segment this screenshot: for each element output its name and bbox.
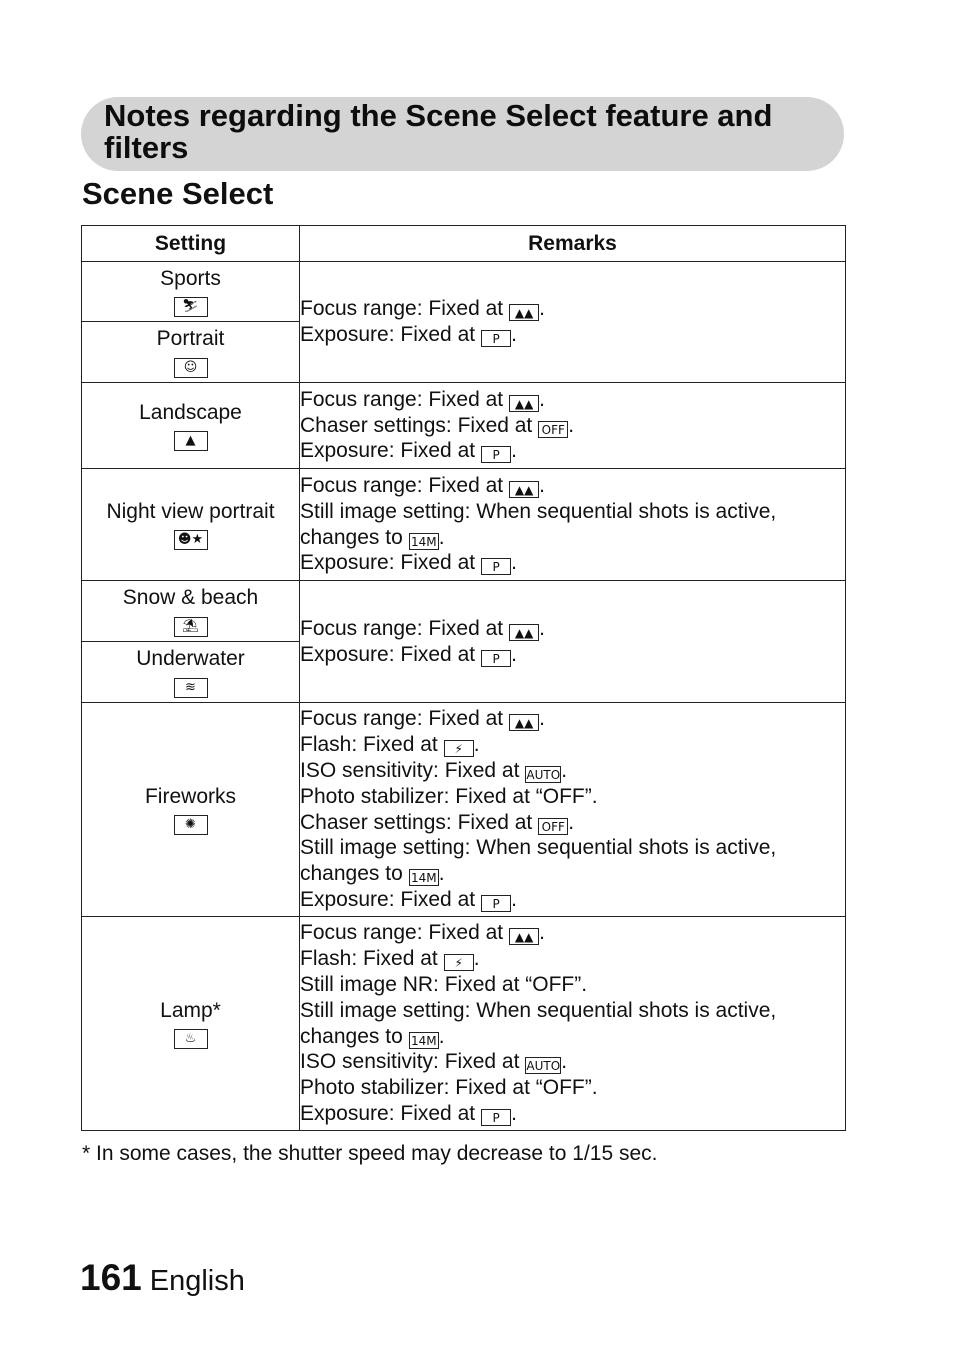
setting-cell xyxy=(82,642,300,703)
remark-line xyxy=(300,887,845,913)
remark-line xyxy=(300,1075,845,1101)
remark-end: . xyxy=(561,1050,568,1074)
remark-text: Photo stabilizer: Fixed at “OFF”. xyxy=(300,1076,598,1100)
off-icon: OFF xyxy=(538,421,568,438)
remark-end: . xyxy=(473,733,480,757)
remark-text: Photo stabilizer: Fixed at “OFF”. xyxy=(300,784,598,808)
snow-beach-icon: ⛱ xyxy=(174,617,208,637)
auto-icon: AUTO xyxy=(526,1059,561,1074)
infinity-focus-icon: ▲▲ xyxy=(509,304,539,321)
setting-name: Sports xyxy=(160,266,221,290)
remark-text: Focus range: Fixed at xyxy=(300,297,504,321)
program-p-icon: P xyxy=(481,1109,511,1126)
header-setting: Setting xyxy=(82,226,300,262)
table-row xyxy=(82,469,846,581)
setting-cell xyxy=(82,581,300,642)
resolution-14m-icon: 14M xyxy=(409,533,439,550)
table-row xyxy=(82,703,846,917)
table-row xyxy=(82,917,846,1131)
remark-line xyxy=(300,387,845,413)
remark-end: . xyxy=(473,947,480,971)
setting-name: Night view portrait xyxy=(106,499,275,523)
off-icon: OFF xyxy=(538,818,568,835)
remark-text: Exposure: Fixed at xyxy=(300,642,476,666)
table-row xyxy=(82,581,846,642)
remark-end: . xyxy=(539,921,545,945)
remark-end: . xyxy=(511,323,517,346)
remark-end: . xyxy=(511,642,517,666)
setting-name: Underwater xyxy=(136,647,245,671)
infinity-focus-icon: ▲▲ xyxy=(509,624,539,641)
remark-line xyxy=(300,473,845,499)
banner-title: Notes regarding the Scene Select feature and filters xyxy=(104,98,773,165)
infinity-focus-icon: ▲▲ xyxy=(509,928,539,945)
remark-line xyxy=(300,616,845,642)
remarks-cell xyxy=(300,469,846,581)
remark-line xyxy=(300,322,845,348)
landscape-icon: ▲ xyxy=(174,431,208,451)
table-row xyxy=(82,383,846,469)
sports-icon: ⛷ xyxy=(174,297,208,317)
setting-cell xyxy=(82,383,300,469)
remark-text: Exposure: Fixed at xyxy=(300,1101,476,1125)
remark-end: . xyxy=(511,551,517,575)
infinity-focus-icon: ▲▲ xyxy=(509,395,539,412)
remark-end: . xyxy=(438,525,445,549)
remark-line xyxy=(300,550,845,576)
remark-line xyxy=(300,758,845,784)
setting-name: Lamp* xyxy=(160,998,221,1022)
remark-line xyxy=(300,525,845,551)
flash-off-icon: ⚡ xyxy=(444,954,474,971)
remark-text: Focus range: Fixed at xyxy=(300,921,504,945)
resolution-14m-icon: 14M xyxy=(409,1032,439,1049)
night-portrait-icon: ☻★ xyxy=(174,530,208,550)
setting-name: Landscape xyxy=(139,400,242,424)
remark-text: Still image setting: When sequential shots is active, xyxy=(300,499,777,523)
program-p-icon: P xyxy=(481,650,511,667)
remarks-cell xyxy=(300,262,846,383)
remark-end: . xyxy=(561,758,568,782)
remark-end: . xyxy=(511,887,517,911)
remark-text: Exposure: Fixed at xyxy=(300,439,476,463)
remark-text: ISO sensitivity: Fixed at xyxy=(300,758,520,782)
remark-text: Exposure: Fixed at xyxy=(300,323,476,346)
remark-text: Flash: Fixed at xyxy=(300,733,438,757)
lamp-icon: ♨ xyxy=(174,1029,208,1049)
remark-line xyxy=(300,946,845,972)
fireworks-icon: ✺ xyxy=(174,815,208,835)
remark-line xyxy=(300,835,845,861)
remark-line xyxy=(300,499,845,525)
flash-off-icon: ⚡ xyxy=(444,740,474,757)
remark-text: Chaser settings: Fixed at xyxy=(300,810,533,834)
remark-line xyxy=(300,296,845,322)
portrait-icon: ☺ xyxy=(174,358,208,378)
page-number: 161 xyxy=(80,1257,142,1298)
section-title: Scene Select xyxy=(82,176,274,211)
page-footer xyxy=(80,1257,245,1299)
remark-end: . xyxy=(438,1024,445,1048)
setting-cell xyxy=(82,917,300,1131)
remark-line xyxy=(300,642,845,668)
setting-cell xyxy=(82,469,300,581)
section-banner xyxy=(81,97,844,171)
remark-line xyxy=(300,998,845,1024)
remarks-cell xyxy=(300,581,846,703)
remark-line xyxy=(300,1049,845,1075)
remark-line xyxy=(300,1024,845,1050)
program-p-icon: P xyxy=(481,330,511,347)
remark-text: Exposure: Fixed at xyxy=(300,887,476,911)
remark-text: Focus range: Fixed at xyxy=(300,616,504,640)
remark-text: Exposure: Fixed at xyxy=(300,551,476,575)
fish-icon: ≋ xyxy=(174,678,208,698)
scene-select-table xyxy=(81,225,846,1131)
remark-line xyxy=(300,1101,845,1127)
remark-end: . xyxy=(568,810,575,834)
setting-cell xyxy=(82,322,300,383)
table-row xyxy=(82,262,846,322)
remark-text: Flash: Fixed at xyxy=(300,947,438,971)
setting-name: Fireworks xyxy=(144,784,236,808)
remark-text: changes to xyxy=(300,1024,403,1048)
remark-end: . xyxy=(539,707,545,731)
remarks-cell xyxy=(300,703,846,917)
resolution-14m-icon: 14M xyxy=(409,869,439,886)
setting-name: Portrait xyxy=(156,327,225,351)
remark-end: . xyxy=(539,297,545,321)
setting-cell xyxy=(82,703,300,917)
remark-text: Focus range: Fixed at xyxy=(300,707,504,731)
remark-text: ISO sensitivity: Fixed at xyxy=(300,1050,520,1074)
remark-text: Focus range: Fixed at xyxy=(300,473,504,497)
remark-text: Still image setting: When sequential shots is active, xyxy=(300,998,777,1022)
program-p-icon: P xyxy=(481,446,511,463)
program-p-icon: P xyxy=(481,558,511,575)
remark-text: Chaser settings: Fixed at xyxy=(300,413,533,437)
auto-icon: AUTO xyxy=(526,767,561,782)
remark-line xyxy=(300,732,845,758)
infinity-focus-icon: ▲▲ xyxy=(509,481,539,498)
remark-line xyxy=(300,810,845,836)
infinity-focus-icon: ▲▲ xyxy=(509,714,539,731)
remark-line xyxy=(300,920,845,946)
setting-cell xyxy=(82,262,300,322)
table-header-row xyxy=(82,226,846,262)
remarks-cell xyxy=(300,917,846,1131)
remark-line xyxy=(300,706,845,732)
remark-end: . xyxy=(568,413,575,437)
remark-line xyxy=(300,784,845,810)
remark-line xyxy=(300,438,845,464)
remark-end: . xyxy=(438,862,445,886)
remark-text: changes to xyxy=(300,862,403,886)
remark-line xyxy=(300,972,845,998)
remark-text: changes to xyxy=(300,525,403,549)
program-p-icon: P xyxy=(481,895,511,912)
remark-line xyxy=(300,861,845,887)
remark-end: . xyxy=(511,1101,517,1125)
remark-end: . xyxy=(539,616,545,640)
remark-end: . xyxy=(539,473,545,497)
remark-end: . xyxy=(539,387,545,411)
setting-name: Snow & beach xyxy=(122,586,259,610)
remark-text: Still image NR: Fixed at “OFF”. xyxy=(300,972,588,996)
footnote: * In some cases, the shutter speed may decrease to 1/15 sec. xyxy=(82,1142,658,1165)
remark-text: Focus range: Fixed at xyxy=(300,387,504,411)
remark-end: . xyxy=(511,439,517,463)
header-remarks: Remarks xyxy=(300,226,846,262)
remark-line xyxy=(300,413,845,439)
remark-text: Still image setting: When sequential shots is active, xyxy=(300,836,777,860)
page-language: English xyxy=(149,1265,245,1297)
remarks-cell xyxy=(300,383,846,469)
